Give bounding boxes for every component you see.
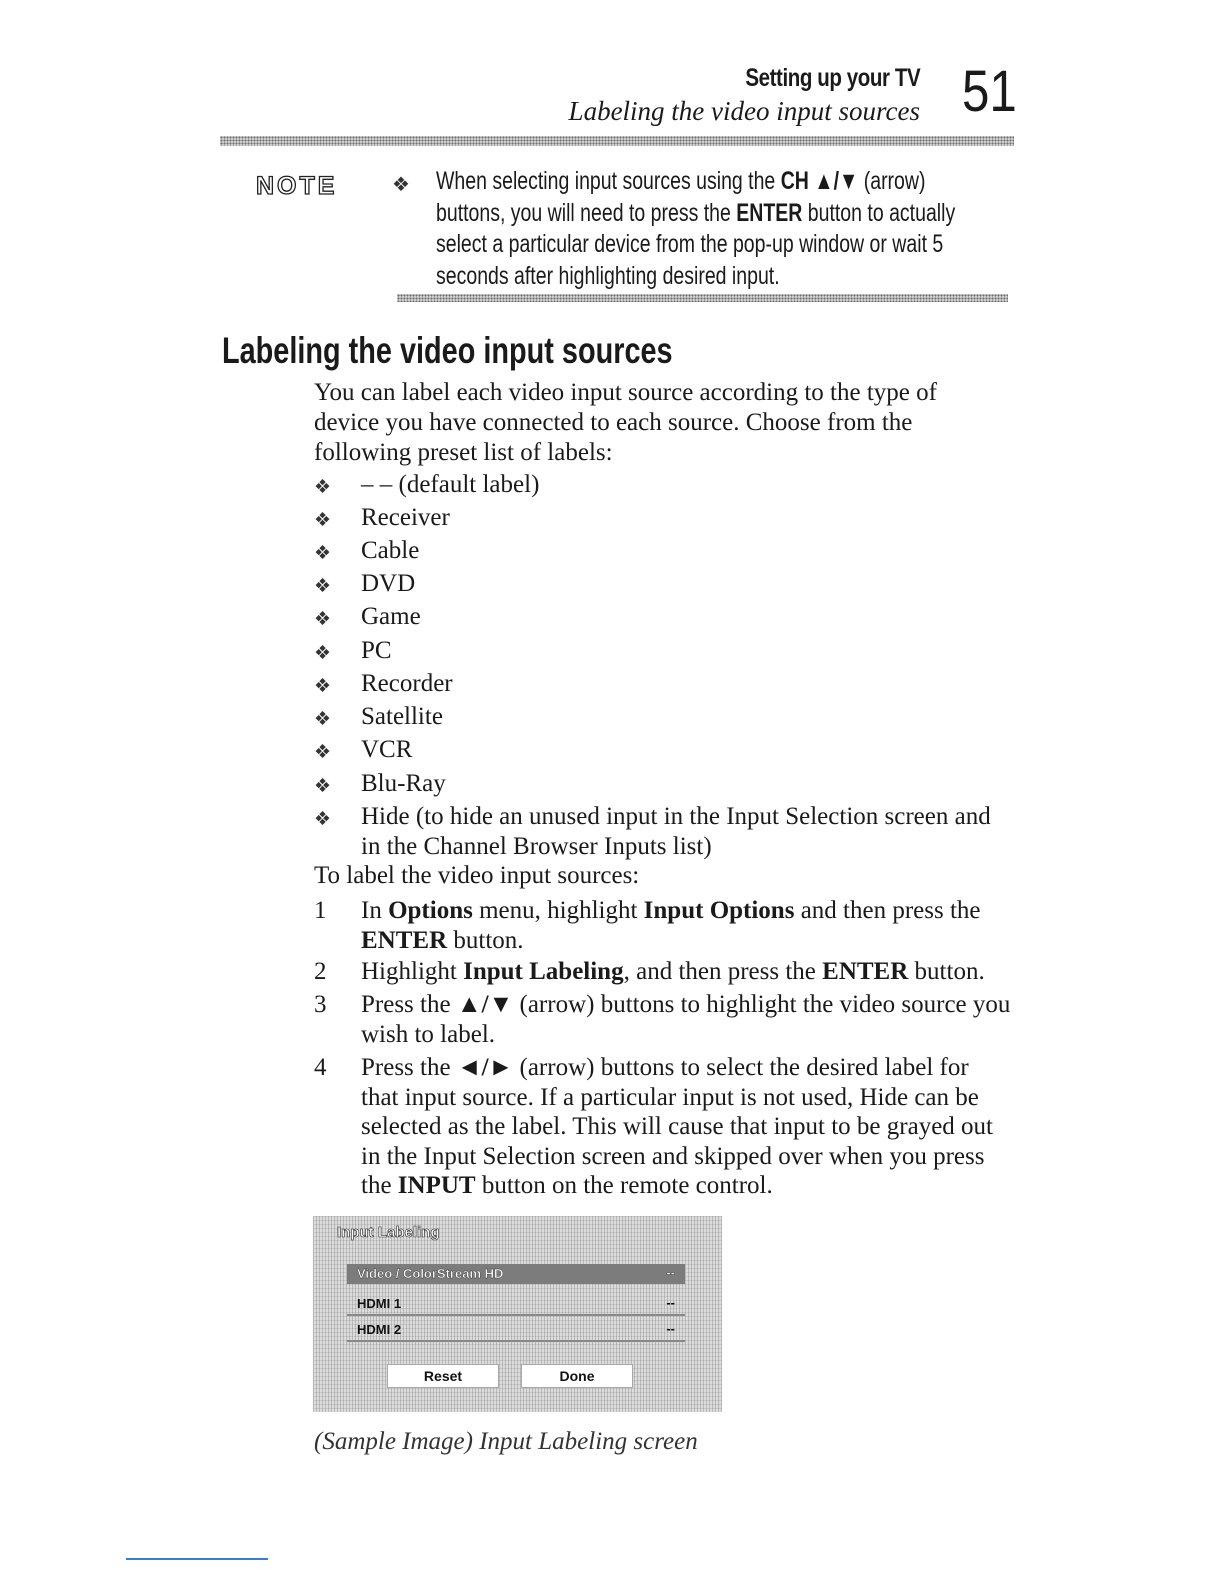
diamond-bullet-icon: ❖: [314, 576, 332, 597]
note-rule: [397, 294, 1008, 302]
row-label: HDMI 2: [357, 1322, 402, 1337]
footer-rule: [126, 1558, 268, 1560]
label-text: Blu-Ray: [361, 770, 446, 797]
row-label: HDMI 1: [357, 1296, 402, 1311]
running-header-subsection: Labeling the video input sources: [568, 96, 920, 126]
diamond-bullet-icon: ❖: [314, 742, 332, 763]
screen-title: Input Labeling: [337, 1224, 440, 1241]
step-number: 4: [314, 1054, 327, 1081]
diamond-bullet-icon: ❖: [314, 477, 332, 498]
label-text: – – (default label): [361, 471, 540, 498]
screen-row-video: [347, 1264, 685, 1284]
label-text: Receiver: [361, 504, 450, 531]
label-text: PC: [361, 637, 392, 664]
label-text: Recorder: [361, 670, 453, 697]
step-number: 2: [314, 958, 327, 985]
step-text: Press the ▲/▼ (arrow) buttons to highlight the video source you wish to label.: [361, 991, 1011, 1048]
diamond-bullet-icon: ❖: [314, 709, 332, 730]
done-button: Done: [521, 1364, 633, 1388]
diamond-bullet-icon: ❖: [314, 776, 332, 797]
step-text: Highlight Input Labeling, and then press the ENTER button.: [361, 958, 985, 985]
row-value: --: [666, 1295, 675, 1310]
screen-row-hdmi2: [347, 1320, 685, 1342]
intro-paragraph: You can label each video input source according to the type of device you have connected to each source. Choose from the following preset list of labels:: [314, 379, 937, 466]
step-text: Press the ◄/► (arrow) buttons to select the desired label for that input source. If a particular input is not used, Hide can be selected as the label. This will cause that input to be grayed out in the Input Selection screen and skipped over when you press the INPUT button on the remote control.: [361, 1054, 993, 1199]
step-number: 3: [314, 991, 327, 1018]
reset-button: Reset: [387, 1364, 499, 1388]
step-text: In Options menu, highlight Input Options and then press the ENTER button.: [361, 897, 981, 954]
row-value: --: [666, 1321, 675, 1336]
diamond-bullet-icon: ❖: [314, 809, 332, 830]
label-text: Cable: [361, 537, 420, 564]
running-header-section: Setting up your TV: [745, 64, 920, 92]
figure-caption: (Sample Image) Input Labeling screen: [314, 1428, 698, 1455]
step-number: 1: [314, 897, 327, 924]
screen-row-hdmi1: [347, 1294, 685, 1316]
label-text: Satellite: [361, 703, 443, 730]
row-value: --: [666, 1265, 675, 1280]
label-text: VCR: [361, 736, 413, 763]
input-labeling-screen: [313, 1216, 722, 1412]
howto-heading: To label the video input sources:: [314, 862, 640, 889]
label-text: Game: [361, 603, 421, 630]
diamond-bullet-icon: ❖: [314, 543, 332, 564]
section-title: Labeling the video input sources: [222, 330, 673, 371]
header-rule: [220, 136, 1014, 146]
label-text: Hide (to hide an unused input in the Input Selection screen and in the Channel Browser Inputs list): [361, 803, 991, 860]
note-text: When selecting input sources using the CH ▲/▼ (arrow) buttons, you will need to press the ENTER button to actually select a particular device from the pop-up window or wait 5 seconds after highlighting desired input.: [436, 167, 956, 290]
diamond-bullet-icon: ❖: [314, 643, 332, 664]
note-label: NOTE: [256, 172, 338, 200]
label-text: DVD: [361, 570, 416, 597]
diamond-bullet-icon: ❖: [392, 174, 410, 196]
row-label: Video / ColorStream HD: [357, 1266, 504, 1281]
diamond-bullet-icon: ❖: [314, 609, 332, 630]
diamond-bullet-icon: ❖: [314, 510, 332, 531]
diamond-bullet-icon: ❖: [314, 676, 332, 697]
page-number: 51: [962, 59, 1017, 124]
